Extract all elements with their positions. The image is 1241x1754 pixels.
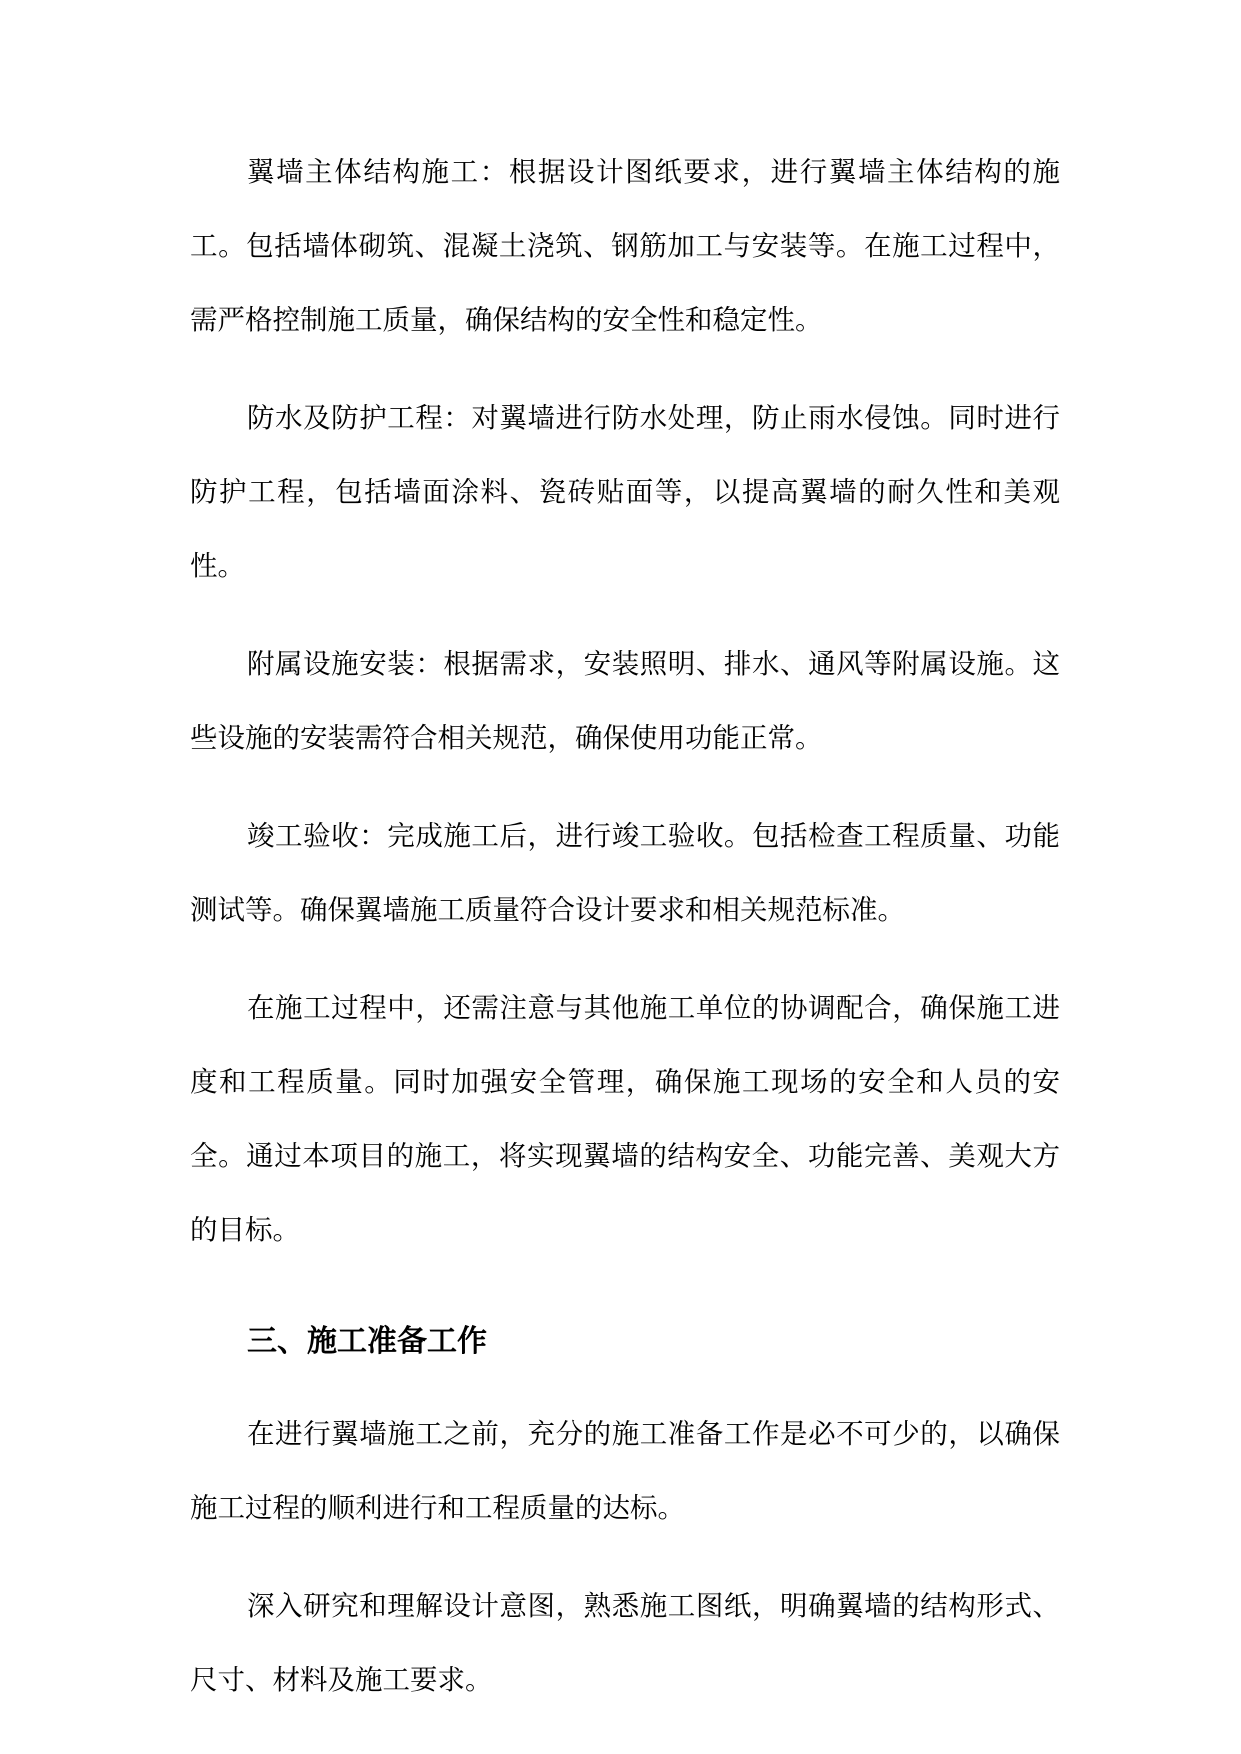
paragraph-waterproofing: 防水及防护工程：对翼墙进行防水处理，防止雨水侵蚀。同时进行防护工程，包括墙面涂料、瓷砖贴面等，以提高翼墙的耐久性和美观性。 <box>190 402 1060 582</box>
paragraph-coordination: 在施工过程中，还需注意与其他施工单位的协调配合，确保施工进度和工程质量。同时加强安全管理，确保施工现场的安全和人员的安全。通过本项目的施工，将实现翼墙的结构安全、功能完善、美观大方的目标。 <box>190 992 1060 1246</box>
paragraph-auxiliary-facilities: 附属设施安装：根据需求，安装照明、排水、通风等附属设施。这些设施的安装需符合相关规范，确保使用功能正常。 <box>190 648 1060 754</box>
paragraph-completion-acceptance: 竣工验收：完成施工后，进行竣工验收。包括检查工程质量、功能测试等。确保翼墙施工质量符合设计要求和相关规范标准。 <box>190 820 1060 926</box>
section-heading: 三、施工准备工作 <box>247 1324 487 1359</box>
paragraph-main-structure: 翼墙主体结构施工：根据设计图纸要求，进行翼墙主体结构的施工。包括墙体砌筑、混凝土浇筑、钢筋加工与安装等。在施工过程中，需严格控制施工质量，确保结构的安全性和稳定性。 <box>190 156 1060 336</box>
document-body <box>190 135 1060 1741</box>
paragraph-preparation-intro: 在进行翼墙施工之前，充分的施工准备工作是必不可少的，以确保施工过程的顺利进行和工程质量的达标。 <box>190 1418 1060 1524</box>
paragraph-design-study: 深入研究和理解设计意图，熟悉施工图纸，明确翼墙的结构形式、尺寸、材料及施工要求。 <box>190 1590 1060 1696</box>
